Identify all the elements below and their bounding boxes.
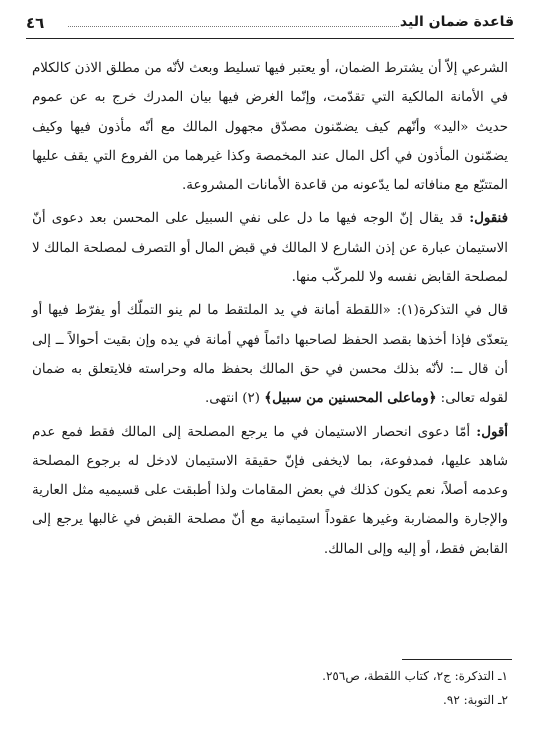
footnote-2: ٢ـ التوبة: ٩٢.: [443, 693, 508, 707]
header-dotted-leader: [68, 26, 399, 27]
paragraph-3-ending: (٢) انتهى.: [204, 391, 265, 407]
paragraph-4-text: أمّا دعوى انحصار الاستيمان في ما يرجع المصلحة إلى المالك فقط فمع عدم شاهد عليها، فمدفوعة، بما لايخفى فإنّ حقيقة الاستيمان لادخل له برجوع المصلحة وعدمه أصلاً، نعم يكون كذلك في بعض المقامات ولذا أطبقت على قسيميه مثل العارية والإجارة والمضاربة وغيرها عقوداً استيمانية مع أنّ مصلحة القبض في غالبها يرجع إلى القابض فقط، أو إليه وإلى المالك.: [32, 424, 508, 557]
paragraph-1: [32, 54, 508, 200]
main-text: [32, 54, 508, 564]
paragraph-4: [32, 418, 508, 564]
paragraph-2-text: قد يقال إنّ الوجه فيها ما دل على نفي السبيل على المحسن بعد دعوى أنّ الاستيمان عبارة عن إذن الشارع لا المالك في قبض المال أو التصرف لمصلحة المالك لا لمصلحة القابض نفسه ولا للمركّب منها.: [32, 211, 508, 286]
footnotes: [32, 664, 508, 712]
running-header: [26, 12, 514, 39]
paragraph-3-text: قال في التذكرة(١): «اللقطة أمانة في يد الملتقط ما لم ينو التملّك أو يفرّط فيها أو يتعدّى فإذا أخذها بقصد الحفظ لصاحبها دائماً فهي أمانة في يده وإن بقيت أحوالاً ــ إلى أن قال ــ: لأنّه بذلك محسن في حق المالك بحفظ ماله وحراسته فلايتعلق به ضمان لقوله تعالى:: [32, 303, 508, 407]
footnote-1: ١ـ التذكرة: ج٢، كتاب اللقطة، ص٢٥٦.: [322, 669, 508, 683]
paragraph-1-text: الشرعي إلاّ أن يشترط الضمان، أو يعتبر فيها تسليط وبعث لأنّه من مطلق الاذن كالكلام في الأمانة المالكية التي تقدّمت، وإنّما الغرض فيها بيان المدرك خرج به عن عموم حديث «اليد» وأنّهم كيف يضمّنون مصدّق مجهول المالك مع أنّه مأذون فيها وكيف يضمّنون المأذون في أكل المال عند المخمصة وكذا غيرهما من الفروع التي يقف عليها المتتبّع مع منافاته لما يدّعونه من قاعدة الأمانات المشروعة.: [32, 61, 508, 194]
paragraph-4-lead: أقول:: [476, 423, 508, 440]
paragraph-3: [32, 296, 508, 413]
quran-verse: ﴿وماعلى المحسنين من سبيل﴾: [264, 390, 437, 407]
paragraph-2: [32, 204, 508, 292]
page-number: ٤٦: [26, 14, 45, 32]
paragraph-2-lead: فنقول:: [469, 210, 508, 227]
running-title: قاعدة ضمان اليد: [399, 14, 514, 30]
footnote-separator: [402, 659, 512, 660]
